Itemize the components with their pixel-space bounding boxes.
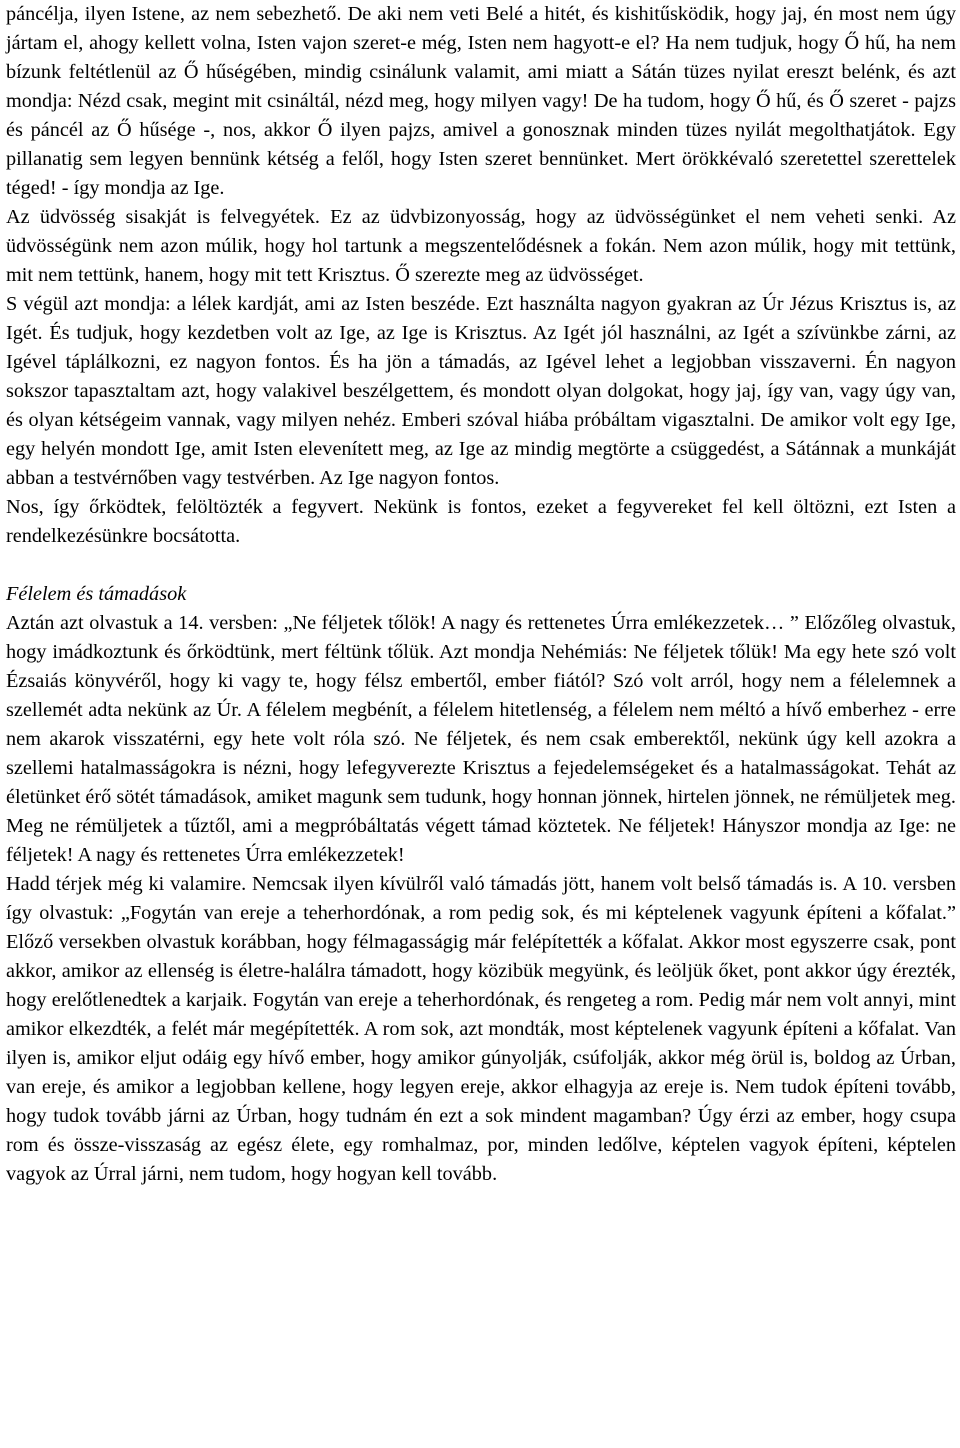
paragraph-sword-spirit: S végül azt mondja: a lélek kardját, ami az Isten beszéde. Ezt használta nagyon gyakran az Úr Jézus Krisztus is, az Igét. És tudjuk, hogy kezdetben volt az Ige, az Ige is Krisztus. Az Igét jól használni, az Igét a szívünkbe zárni, az Igével táplálkozni, ez nagyon fontos. És ha jön a támadás, az Igével lehet a legjobban visszaverni. Én nagyon sokszor tapasztaltam azt, hogy valakivel beszélgettem, és mondott olyan dolgokat, hogy jaj, így van, vagy úgy van, és olyan kétségeim vannak, vagy milyen nehéz. Emberi szóval hiába próbáltam vigasztalni. De amikor volt egy Ige, egy helyén mondott Ige, amit Isten elevenített meg, az Ige az mindig megtörte a csüggedést, a Sátánnak a munkáját abban a testvérnőben vagy testvérben. Az Ige nagyon fontos. — [6, 293, 956, 489]
paragraph-helmet-salvation: Az üdvösség sisakját is felvegyétek. Ez az üdvbizonyosság, hogy az üdvösségünket el nem veheti senki. Az üdvösségünk nem azon múlik, hogy hol tartunk a megszentelődésnek a fokán. Nem azon múlik, hogy mit tettünk, mit nem tettünk, hanem, hogy mit tett Krisztus. Ő szerezte meg az üdvösséget. — [6, 206, 956, 286]
paragraph-fear: Aztán azt olvastuk a 14. versben: „Ne féljetek tőlök! A nagy és rettenetes Úrra emlékezzetek… ” Előzőleg olvastuk, hogy imádkoztunk és őrködtünk, mert féltünk tőlük. Azt mondja Nehémiás: Ne féljetek tőlük! Ma egy hete szó volt Ézsaiás könyvéről, hogy ki vagy te, hogy félsz embertől, ember fiától? Szó volt arról, hogy nem a félelemnek a szellemét adta nekünk az Úr. A félelem megbénít, a félelem hitetlenség, a félelem nem méltó a hívő emberhez - erre nem akarok visszatérni, egy hete volt róla szó. Ne féljetek, és nem csak emberektől, nekünk úgy kell azokra a szellemi hatalmasságokra is nézni, hogy lefegyverezte Krisztus a fejedelemségeket és a hatalmasságokat. Tehát az életünket érő sötét támadások, amiket magunk sem tudunk, hogy honnan jönnek, hirtelen jönnek, ne rémüljetek meg. Meg ne rémüljetek a tűztől, ami a megpróbáltatás végett támad köztetek. Ne féljetek! Hányszor mondja az Ige: ne féljetek! A nagy és rettenetes Úrra emlékezzetek! — [6, 612, 956, 866]
paragraph-shield-faithfulness: páncélja, ilyen Istene, az nem sebezhető. De aki nem veti Belé a hitét, és kishitűsködik, hogy jaj, én most nem úgy jártam el, ahogy kellett volna, Isten vajon szeret-e még, Isten nem hagyott-e el? Ha nem tudjuk, hogy Ő hű, ha nem bízunk feltétlenül az Ő hűségében, mindig csinálunk valamit, ami miatt a Sátán tüzes nyilat ereszt belénk, és azt mondja: Nézd csak, megint mit csináltál, nézd meg, hogy milyen vagy! De ha tudom, hogy Ő hű, és Ő szeret - pajzs és páncél az Ő hűsége -, nos, akkor Ő ilyen pajzs, amivel a gonosznak minden tüzes nyilát megolthatjátok. Egy pillanatig sem legyen bennünk kétség a felől, hogy Isten szeret bennünket. Mert örökkévaló szeretettel szerettelek téged! - így mondja az Ige. — [6, 3, 956, 199]
paragraph-put-on-armor: Nos, így őrködtek, felöltözték a fegyvert. Nekünk is fontos, ezeket a fegyvereket fel kell öltözni, ezt Isten a rendelkezésünkre bocsátotta. — [6, 496, 956, 547]
paragraph-inner-attack: Hadd térjek még ki valamire. Nemcsak ilyen kívülről való támadás jött, hanem volt belső támadás is. A 10. versben így olvastuk: „Fogytán van ereje a teherhordónak, a rom pedig sok, és mi képtelenek vagyunk építeni a kőfalat.” Előző versekben olvastuk korábban, hogy félmagasságig már felépítették a kőfalat. Akkor most egyszerre csak, pont akkor, amikor az ellenség is életre-halálra támadott, hogy közibük megyünk, és leöljük őket, pont akkor úgy érezték, hogy erelőtlenedtek a karjaik. Fogytán van ereje a teherhordónak, és rengeteg a rom. Pedig már nem volt annyi, mint amikor elkezdték, a felét már megépítették. A rom sok, azt mondták, most képtelenek vagyunk építeni a kőfalat. Van ilyen is, amikor eljut odáig egy hívő ember, hogy amikor gúnyolják, csúfolják, akkor még örül is, boldog az Úrban, van ereje, és amikor a legjobban kellene, hogy legyen ereje, akkor elhagyja az ereje is. Nem tudok építeni tovább, hogy tudok tovább járni az Úrban, hogy tudnám én ezt a sok mindent magamban? Úgy érzi az ember, hogy csupa rom és össze-visszaság az egész élete, egy romhalmaz, por, minden ledőlve, képtelen vagyok építeni, képtelen vagyok az Úrral járni, nem tudom, hogy hogyan kell tovább. — [6, 873, 956, 1185]
section-spacer — [6, 551, 956, 580]
section-heading: Félelem és támadások — [6, 583, 187, 605]
